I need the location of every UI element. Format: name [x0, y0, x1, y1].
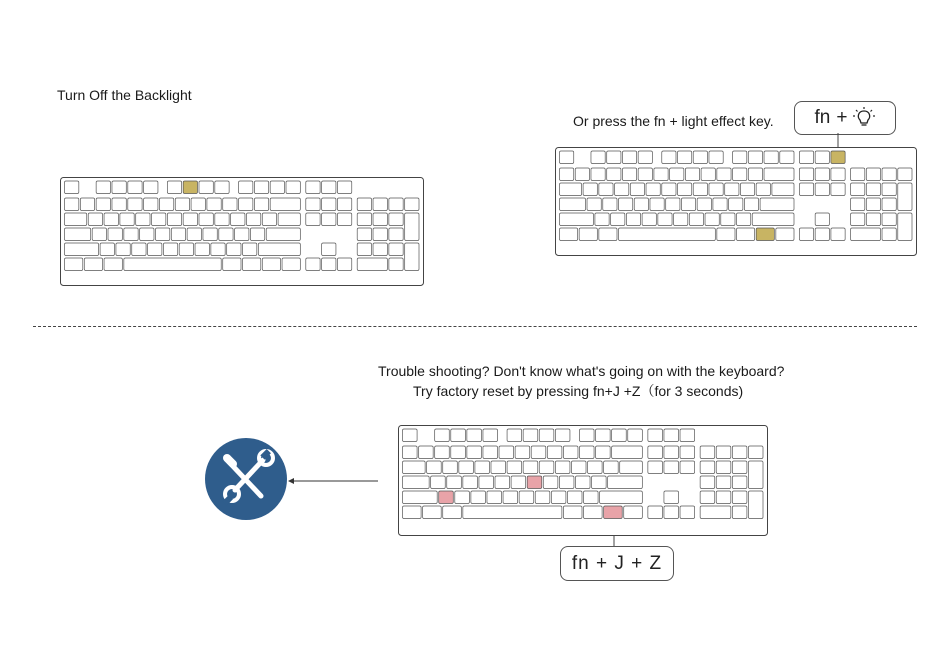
keycap: [531, 446, 546, 459]
keycap: [716, 446, 731, 459]
keycap: [483, 446, 498, 459]
keycap: [439, 491, 454, 504]
keycap: [463, 476, 478, 489]
keycap: [435, 446, 450, 459]
keycap: [680, 461, 695, 474]
keycap: [487, 491, 502, 504]
keycap: [523, 429, 538, 442]
keycap: [403, 429, 418, 442]
callout-plus: +: [836, 107, 848, 128]
keycap: [563, 506, 582, 519]
keycap: [579, 446, 594, 459]
reset-key-callout: [560, 546, 674, 581]
keycap: [403, 506, 422, 519]
keycap: [680, 446, 695, 459]
keycap: [575, 476, 590, 489]
callout-fn-label: fn: [814, 107, 831, 128]
keycap: [680, 429, 695, 442]
keycap: [435, 429, 450, 442]
keycap: [628, 429, 643, 442]
keycap: [467, 446, 482, 459]
keycap: [403, 461, 426, 474]
keycap: [559, 476, 574, 489]
keycap: [588, 461, 603, 474]
keycap: [535, 491, 550, 504]
keycap: [431, 476, 446, 489]
keycap: [648, 429, 663, 442]
keycap: [664, 491, 679, 504]
backlight-title: Turn Off the Backlight: [57, 87, 192, 103]
keycap: [571, 461, 586, 474]
keycap: [748, 446, 763, 459]
keycap: [579, 429, 594, 442]
keycap: [443, 461, 458, 474]
keycap: [403, 491, 438, 504]
keycap: [491, 461, 506, 474]
keycap: [539, 461, 554, 474]
keycap: [732, 461, 747, 474]
keycap: [475, 461, 490, 474]
keycap: [608, 476, 643, 489]
keycap: [732, 446, 747, 459]
keycap: [716, 476, 731, 489]
keycap: [451, 446, 466, 459]
keycap: [403, 446, 418, 459]
keycap: [483, 429, 498, 442]
keycap: [555, 461, 570, 474]
keyboard-diagram-bottom: [398, 425, 768, 536]
keycap: [523, 461, 538, 474]
troubleshoot-line2: Try factory reset by pressing fn+J +Z（for 3 seconds): [413, 383, 744, 399]
keycap: [547, 446, 562, 459]
keycap: [451, 429, 466, 442]
keycap: [567, 491, 582, 504]
keycap: [584, 506, 603, 519]
keycap: [519, 491, 534, 504]
keycap: [732, 491, 747, 504]
keycap: [463, 506, 562, 519]
keycap: [664, 446, 679, 459]
keycap: [507, 461, 522, 474]
keycap: [584, 491, 599, 504]
keycap: [648, 506, 663, 519]
keycap: [563, 446, 578, 459]
keycap: [748, 491, 763, 519]
keycap: [423, 506, 442, 519]
keycap: [700, 476, 715, 489]
keycap: [700, 491, 715, 504]
keycap: [539, 429, 554, 442]
keycap: [447, 476, 462, 489]
keycap: [592, 476, 607, 489]
keycap: [555, 429, 570, 442]
keycap: [664, 506, 679, 519]
keycap: [624, 506, 643, 519]
keycap: [604, 461, 619, 474]
keycap: [664, 429, 679, 442]
troubleshoot-line1: Trouble shooting? Don't know what's going on with the keyboard?: [378, 363, 785, 379]
keycap: [648, 446, 663, 459]
keycap: [604, 506, 623, 519]
keycap: [427, 461, 442, 474]
keycap: [551, 491, 566, 504]
keycap: [612, 429, 627, 442]
keycap: [543, 476, 558, 489]
keycap: [527, 476, 542, 489]
keycap: [620, 461, 643, 474]
keycap: [455, 491, 470, 504]
keycap: [495, 476, 510, 489]
reset-combo-label: fn + J + Z: [571, 552, 663, 574]
keycap: [467, 429, 482, 442]
keycap: [732, 506, 747, 519]
keycap: [716, 461, 731, 474]
keycap: [503, 491, 518, 504]
keycap: [612, 446, 643, 459]
keycap: [732, 476, 747, 489]
keycap: [596, 446, 611, 459]
keycap: [664, 461, 679, 474]
keycap: [403, 476, 430, 489]
light-effect-instruction: Or press the fn + light effect key.: [573, 113, 774, 129]
keycap: [596, 429, 611, 442]
keycap: [511, 476, 526, 489]
keycap: [600, 491, 643, 504]
keycap: [680, 506, 695, 519]
keycap: [479, 476, 494, 489]
keycap: [716, 491, 731, 504]
keycap: [700, 461, 715, 474]
keycap: [700, 506, 731, 519]
keycap: [648, 461, 663, 474]
keycap: [419, 446, 434, 459]
keycap: [507, 429, 522, 442]
keycap: [515, 446, 530, 459]
keycap: [748, 461, 763, 489]
keycap: [499, 446, 514, 459]
keycap: [443, 506, 462, 519]
keycap: [471, 491, 486, 504]
keycap: [700, 446, 715, 459]
keycap: [459, 461, 474, 474]
